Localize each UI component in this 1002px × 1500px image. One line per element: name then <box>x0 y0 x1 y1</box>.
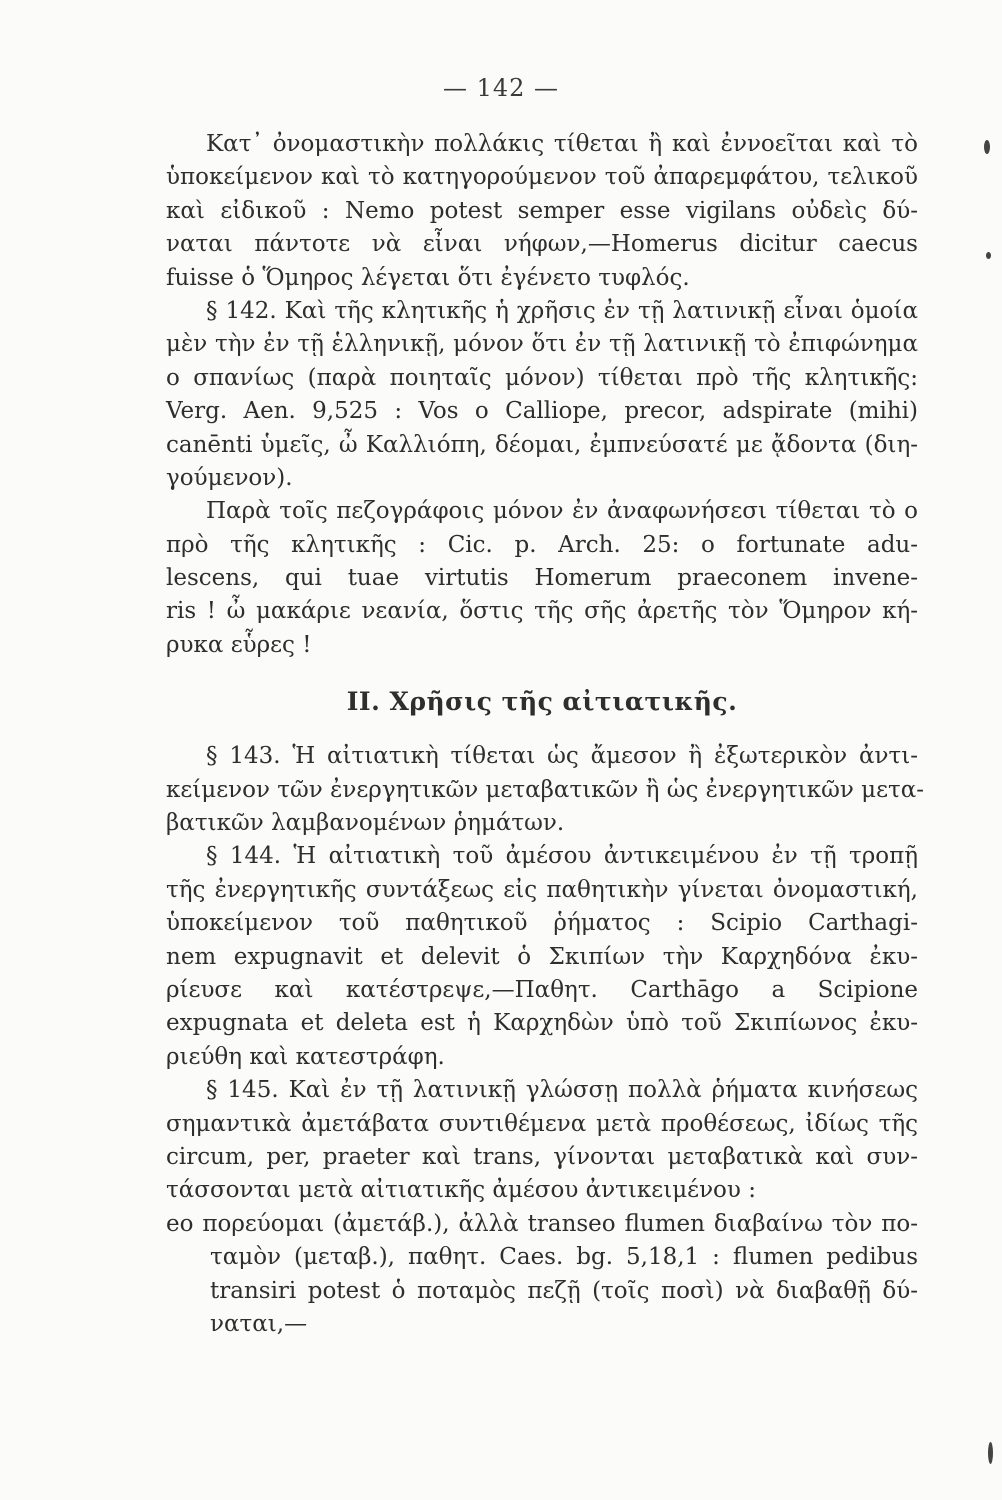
text-line: κείμενον τῶν ἐνεργητικῶν μεταβατικῶν ἢ ὡς ἐνεργητικῶν μετα- <box>166 776 925 803</box>
text-line: καὶ εἰδικοῦ : Nemo potest semper esse vigilans οὐδεὶς δύ- <box>166 197 918 224</box>
text-line: γούμενον). <box>166 464 293 491</box>
page-body <box>166 128 925 1341</box>
text-line: ναται,— <box>210 1310 308 1337</box>
paragraph-145 <box>166 1074 918 1341</box>
paragraph-143 <box>166 740 925 840</box>
text-line: ναται πάντοτε νὰ εἶναι νήφων,—Homerus dicitur caecus <box>166 231 918 258</box>
text-line: πρὸ τῆς κλητικῆς : Cic. p. Arch. 25: o fortunate adu- <box>166 531 918 558</box>
text-line: Παρὰ τοῖς πεζογράφοις μόνον ἐν ἀναφωνήσεσι τίθεται τὸ o <box>206 498 918 525</box>
text-line: ταμὸν (μεταβ.), παθητ. Caes. bg. 5,18,1 : flumen pedibus <box>210 1244 918 1271</box>
scan-speck <box>984 140 990 154</box>
text-line: transiri potest ὁ ποταμὸς πεζῇ (τοῖς ποσὶ) νὰ διαβαθῇ δύ- <box>210 1277 918 1304</box>
text-line: ris ! ὦ μακάριε νεανία, ὅστις τῆς σῆς ἀρετῆς τὸν Ὅμηρον κή- <box>166 598 918 625</box>
text-line: § 142. Καὶ τῆς κλητικῆς ἡ χρῆσις ἐν τῇ λατινικῇ εἶναι ὁμοία <box>206 297 918 324</box>
text-line: expugnata et deleta est ἡ Καρχηδὼν ὑπὸ τοῦ Σκιπίωνος ἐκυ- <box>166 1010 918 1037</box>
text-line: canēnti ὑμεῖς, ὦ Καλλιόπη, δέομαι, ἐμπνεύσατέ με ᾄδοντα (διη- <box>166 431 918 458</box>
paragraph-144 <box>166 840 918 1074</box>
text-line: ρυκα εὗρες ! <box>166 631 312 658</box>
text-line: eo πορεύομαι (ἀμετάβ.), ἀλλὰ transeo flumen διαβαίνω τὸν πο- <box>166 1210 918 1237</box>
text-line: τῆς ἐνεργητικῆς συντάξεως εἰς παθητικὴν γίνεται ὀνομαστική, <box>166 876 918 903</box>
text-line: § 144. Ἡ αἰτιατικὴ τοῦ ἀμέσου ἀντικειμένου ἐν τῇ τροπῇ <box>206 843 918 870</box>
paragraph-prose-writers <box>166 495 918 662</box>
text-line: σημαντικὰ ἀμετάβατα συντιθέμενα μετὰ προθέσεως, ἰδίως τῆς <box>166 1110 918 1137</box>
text-line: τάσσονται μετὰ αἰτιατικῆς ἀμέσου ἀντικειμένου : <box>166 1177 756 1204</box>
page-number: — 142 — <box>442 74 560 102</box>
text-line: ρίευσε καὶ κατέστρεψε,—Παθητ. Carthāgo a Scipione <box>166 976 918 1003</box>
scan-speck <box>986 252 991 259</box>
text-line: ριεύθη καὶ κατεστράφη. <box>166 1043 445 1070</box>
section-heading: II. Χρῆσις τῆς αἰτιατικῆς. <box>346 687 738 717</box>
scan-speck <box>988 1442 993 1464</box>
text-line: circum, per, praeter καὶ trans, γίνονται μεταβατικὰ καὶ συν- <box>166 1143 918 1170</box>
text-line: § 143. Ἡ αἰτιατικὴ τίθεται ὡς ἄμεσον ἢ ἐξωτερικὸν ἀντι- <box>206 743 918 770</box>
text-line: ὑποκείμενον τοῦ παθητικοῦ ῥήματος : Scipio Carthagi- <box>166 910 918 937</box>
text-line: Κατ᾽ ὀνομαστικὴν πολλάκις τίθεται ἢ καὶ ἐννοεῖται καὶ τὸ <box>206 131 918 157</box>
paragraph-intro <box>166 128 918 295</box>
text-line: βατικῶν λαμβανομένων ῥημάτων. <box>166 810 565 837</box>
text-line: nem expugnavit et delevit ὁ Σκιπίων τὴν Καρχηδόνα ἐκυ- <box>166 943 918 970</box>
text-line: fuisse ὁ Ὅμηρος λέγεται ὅτι ἐγένετο τυφλός. <box>166 264 690 291</box>
text-line: Verg. Aen. 9,525 : Vos o Calliope, precor, adspirate (mihi) <box>166 398 918 425</box>
text-line: μὲν τὴν ἐν τῇ ἑλληνικῇ, μόνον ὅτι ἐν τῇ λατινικῇ τὸ ἐπιφώνημα <box>166 331 918 358</box>
text-line: o σπανίως (παρὰ ποιηταῖς μόνον) τίθεται πρὸ τῆς κλητικῆς: <box>166 364 918 391</box>
text-line: § 145. Καὶ ἐν τῇ λατινικῇ γλώσσῃ πολλὰ ῥήματα κινήσεως <box>206 1077 918 1104</box>
text-line: lescens, qui tuae virtutis Homerum praeconem invene- <box>166 565 918 592</box>
text-line: ὑποκείμενον καὶ τὸ κατηγορούμενον τοῦ ἀπαρεμφάτου, τελικοῦ <box>166 164 918 191</box>
paragraph-142 <box>166 295 918 495</box>
